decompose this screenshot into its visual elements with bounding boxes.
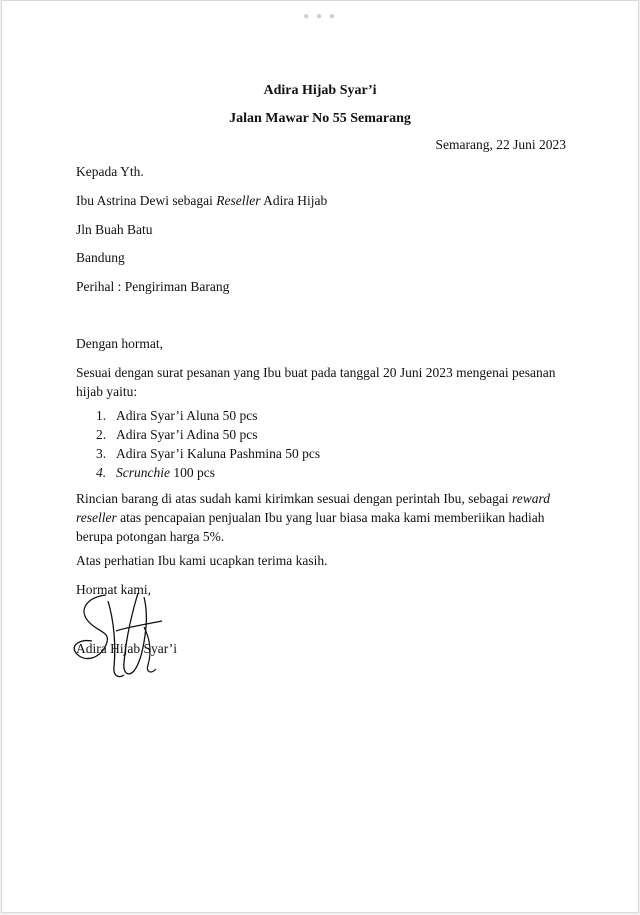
closing-regards: Hormat kami, bbox=[76, 582, 151, 597]
window-dots-icon: ● ● ● bbox=[303, 11, 337, 22]
letter-page bbox=[1, 0, 639, 913]
thanks-line: Atas perhatian Ibu kami ucapkan terima kasih. bbox=[76, 553, 328, 568]
list-item: 4. Scrunchie 100 pcs bbox=[96, 465, 215, 480]
greeting: Dengan hormat, bbox=[76, 336, 163, 351]
list-item: 2. Adira Syar’i Adina 50 pcs bbox=[96, 427, 258, 442]
recipient-salutation: Kepada Yth. bbox=[76, 164, 144, 179]
letter-subject: Perihal : Pengiriman Barang bbox=[76, 279, 230, 294]
list-item: 3. Adira Syar’i Kaluna Pashmina 50 pcs bbox=[96, 446, 321, 461]
detail-paragraph: Rincian barang di atas sudah kami kirimkan sesuai dengan perintah Ibu, sebagai reward reseller atas pencapaian penjualan Ibu yang luar biasa maka kami memberiikan hadiah berupa potongan harga 5%. bbox=[76, 491, 551, 544]
recipient-name-prefix: Ibu Astrina Dewi sebagai bbox=[76, 193, 217, 208]
recipient-street: Jln Buah Batu bbox=[76, 222, 153, 237]
order-list bbox=[76, 406, 320, 482]
recipient-role: Reseller bbox=[216, 193, 261, 208]
letterhead-title: Adira Hijab Syar’i bbox=[263, 83, 377, 98]
recipient-name-suffix: Adira Hijab bbox=[260, 193, 328, 208]
recipient-name bbox=[76, 193, 327, 209]
letter-date: Semarang, 22 Juni 2023 bbox=[435, 137, 566, 152]
signature-icon bbox=[66, 587, 186, 687]
letterhead-address: Jalan Mawar No 55 Semarang bbox=[229, 111, 411, 126]
list-item: 1. Adira Syar’i Aluna 50 pcs bbox=[96, 408, 258, 423]
reward-reseller-text: reward reseller bbox=[76, 491, 551, 525]
recipient-city: Bandung bbox=[76, 250, 125, 265]
intro-paragraph: Sesuai dengan surat pesanan yang Ibu buat pada tanggal 20 Juni 2023 mengenai pesanan hijab yaitu: bbox=[76, 365, 556, 399]
signer-name: Adira Hijab Syar’i bbox=[76, 641, 177, 656]
